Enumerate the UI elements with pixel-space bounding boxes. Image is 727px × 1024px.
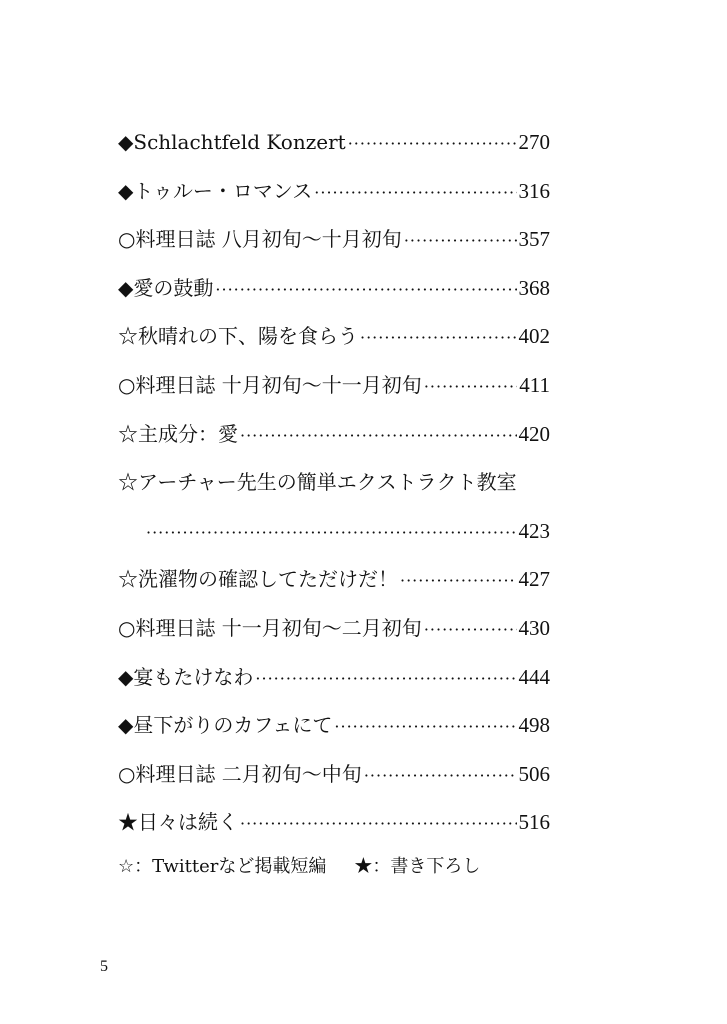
- toc-page-number: 357: [518, 227, 550, 252]
- toc-entry[interactable]: [118, 458, 550, 507]
- toc-title: ◆愛の鼓動: [118, 275, 214, 300]
- table-of-contents: [118, 118, 550, 847]
- dot-leader: [334, 703, 516, 752]
- toc-title: ◆宴もたけなわ: [118, 664, 254, 689]
- toc-page-number: 316: [518, 178, 550, 203]
- dot-leader: [360, 314, 517, 363]
- toc-title: ○料理日誌 十月初旬～十一月初旬: [118, 372, 422, 397]
- dot-leader: [240, 412, 517, 461]
- toc-entry[interactable]: [118, 653, 550, 702]
- dot-leader: [255, 655, 516, 704]
- toc-title: ☆秋晴れの下、陽を食らう: [118, 324, 358, 349]
- toc-title: ◆昼下がりのカフェにて: [118, 713, 333, 738]
- dot-leader: [424, 363, 517, 412]
- legend-open-star: ☆：Twitterなど掲載短編: [118, 856, 327, 877]
- toc-page-number: 411: [519, 372, 550, 397]
- toc-entry[interactable]: [118, 361, 550, 410]
- toc-title: ★日々は続く: [118, 810, 238, 835]
- toc-title: ○料理日誌 二月初旬～中旬: [118, 761, 362, 786]
- toc-entry[interactable]: [118, 167, 550, 216]
- toc-entry[interactable]: [118, 312, 550, 361]
- dot-leader: [364, 752, 517, 801]
- dot-leader: [240, 800, 517, 849]
- toc-title: ◆トゥルー・ロマンス: [118, 178, 313, 203]
- toc-page-number: 368: [518, 275, 550, 300]
- toc-page-number: 423: [518, 518, 550, 543]
- toc-page-number: 444: [518, 664, 550, 689]
- toc-entry[interactable]: [118, 264, 550, 313]
- toc-entry[interactable]: [118, 215, 550, 264]
- toc-title: ○料理日誌 十一月初旬～二月初旬: [118, 615, 422, 640]
- toc-page-number: 420: [518, 421, 550, 446]
- toc-entry[interactable]: [118, 604, 550, 653]
- dot-leader: [314, 169, 516, 218]
- toc-title: ◆Schlachtfeld Konzert: [118, 130, 346, 154]
- symbol-legend: [118, 852, 484, 878]
- toc-entry[interactable]: [118, 750, 550, 799]
- dot-leader: [348, 120, 517, 169]
- toc-page-number: 430: [518, 615, 550, 640]
- toc-page-number: 506: [518, 761, 550, 786]
- toc-page-number: 516: [518, 810, 550, 835]
- dot-leader: [215, 266, 516, 315]
- toc-entry[interactable]: [118, 798, 550, 847]
- toc-page-number: 402: [518, 324, 550, 349]
- dot-leader: [424, 606, 517, 655]
- toc-page-number: 498: [518, 713, 550, 738]
- toc-page-number: 427: [518, 567, 550, 592]
- toc-entry[interactable]: [118, 555, 550, 604]
- dot-leader: [400, 557, 517, 606]
- legend-filled-star: ★：書き下ろし: [354, 856, 481, 877]
- toc-title: ○料理日誌 八月初旬～十月初旬: [118, 227, 402, 252]
- toc-title: ☆洗濯物の確認してただけだ！: [118, 567, 398, 592]
- toc-entry-continuation[interactable]: [118, 507, 550, 556]
- toc-title: ☆アーチャー先生の簡単エクストラクト教室: [118, 470, 517, 495]
- dot-leader: [146, 509, 517, 558]
- toc-entry[interactable]: [118, 410, 550, 459]
- toc-entry[interactable]: [118, 701, 550, 750]
- page-number: 5: [100, 958, 108, 975]
- toc-title: ☆主成分：愛: [118, 421, 238, 446]
- dot-leader: [404, 217, 517, 266]
- toc-page-number: 270: [518, 130, 550, 154]
- toc-entry[interactable]: [118, 118, 550, 167]
